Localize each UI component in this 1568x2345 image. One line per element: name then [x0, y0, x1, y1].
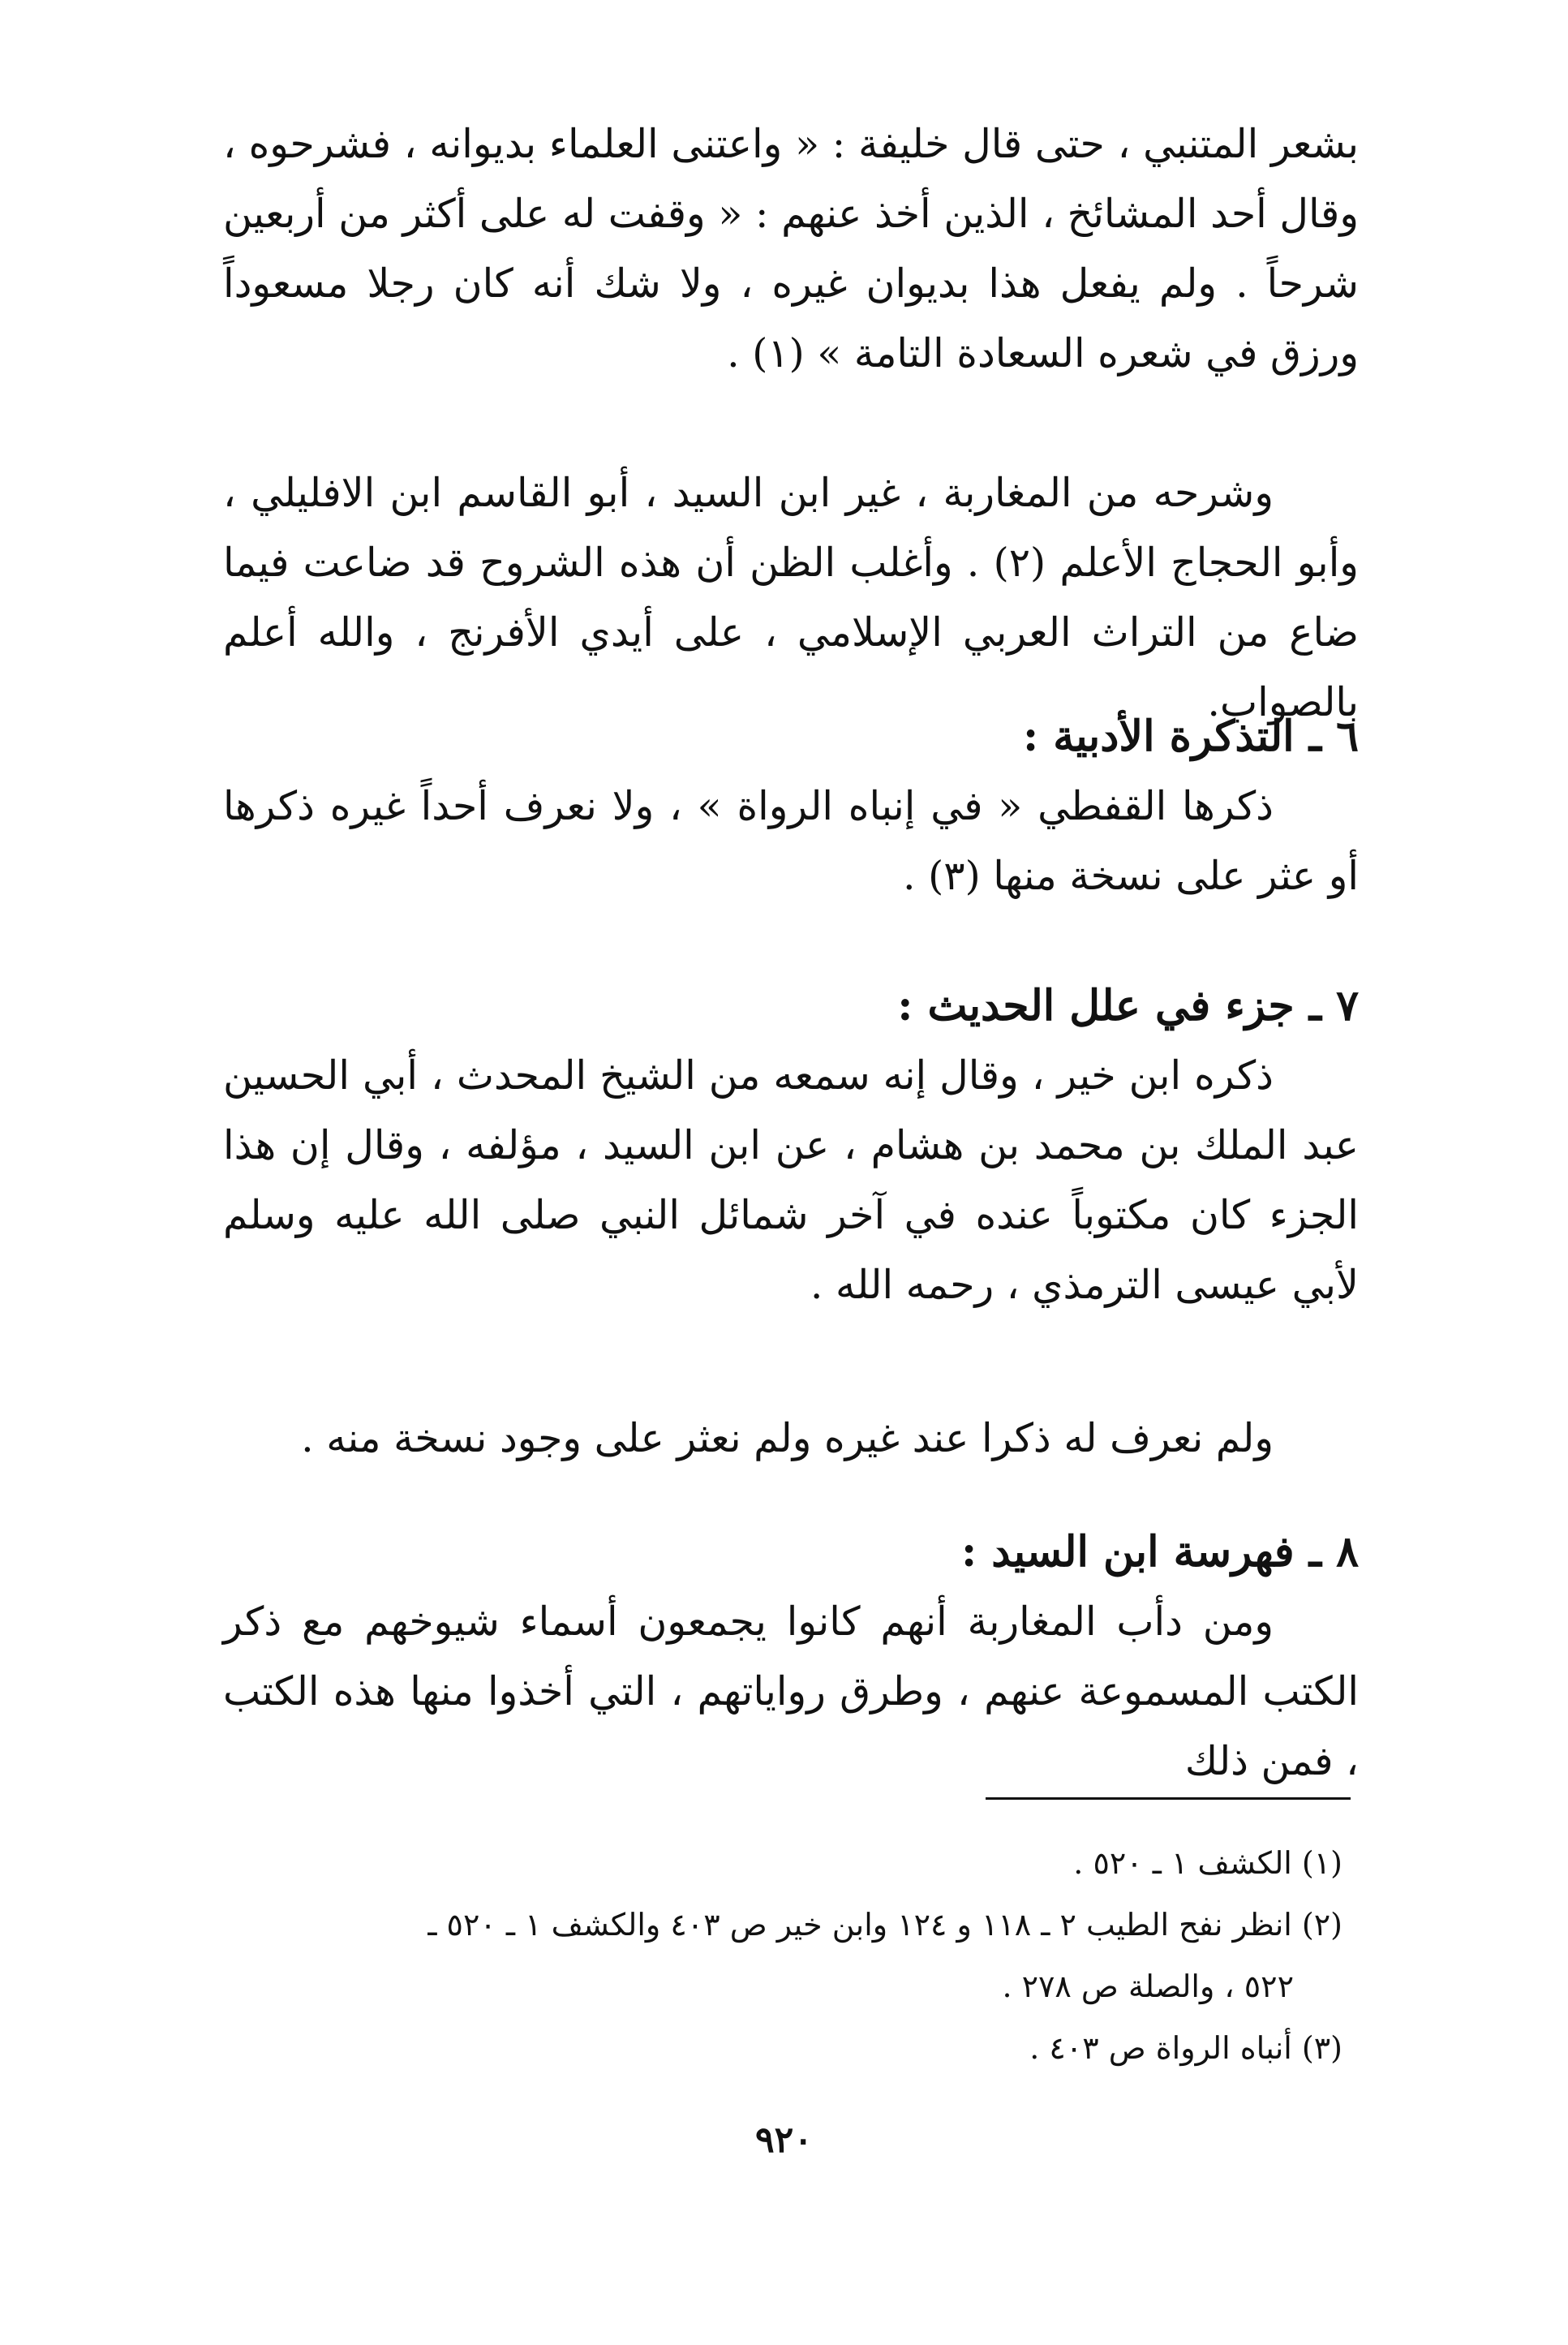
section-6-block: [223, 702, 1359, 911]
paragraph-fahrasa: ومن دأب المغاربة أنهم كانوا يجمعون أسماء شيوخهم مع ذكر الكتب المسموعة عنهم ، وطرق رواياتهم ، التي أخذوا منها هذه الكتب ، فمن ذلك: [223, 1598, 1359, 1784]
section-8-block: [223, 1517, 1359, 1796]
paragraph-mutanabbi-commentaries: بشعر المتنبي ، حتى قال خليفة : « واعتنى العلماء بديوانه ، فشرحوه ، وقال أحد المشائخ ، الذين أخذ عنهم : « وقفت له على أكثر من أربعين شرحاً . ولم يفعل هذا بديوان غيره ، ولا شك أنه كان رجلا مسعوداً ورزق في شعره السعادة التامة » (١) .: [223, 121, 1359, 376]
paragraph-5-block: [223, 1404, 1359, 1474]
footnotes: [215, 1832, 1342, 2079]
section-heading-7: ٧ ـ جزء في علل الحديث :: [897, 981, 1359, 1031]
footnote-2: (٢) انظر نفح الطيب ٢ ـ ١١٨ و ١٢٤ وابن خير ص ٤٠٣ والكشف ١ ـ ٥٢٠ ـ: [427, 1907, 1342, 1943]
paragraph-ilal-hadith: ذكره ابن خير ، وقال إنه سمعه من الشيخ المحدث ، أبي الحسين عبد الملك بن محمد بن هشام ، عن ابن السيد ، مؤلفه ، وقال إن هذا الجزء كان مكتوباً عنده في آخر شمائل النبي صلى الله عليه وسلم لأبي عيسى الترمذي ، رحمه الله .: [223, 1052, 1359, 1308]
paragraph-2-block: [223, 458, 1359, 738]
paragraph-tadhkira: ذكرها القفطي « في إنباه الرواة » ، ولا نعرف أحداً غيره ذكرها أو عثر على نسخة منها (٣) .: [223, 783, 1359, 899]
footnote-2-continued: ٥٢٢ ، والصلة ص ٢٧٨ .: [1002, 1969, 1294, 2004]
footnote-3: (٣) أنباه الرواة ص ٤٠٣ .: [1029, 2030, 1342, 2066]
section-heading-6: ٦ ـ التذكرة الأدبية :: [1022, 712, 1359, 761]
paragraph-no-other-mention: ولم نعرف له ذكرا عند غيره ولم نعثر على وجود نسخة منه .: [301, 1415, 1274, 1461]
page-number: ٩٢٠: [755, 2119, 813, 2161]
section-heading-8: ٨ ـ فهرسة ابن السيد :: [960, 1527, 1359, 1577]
paragraph-1-block: [223, 110, 1359, 389]
footnote-divider: [986, 1797, 1351, 1800]
paragraph-maghribi-commentators: وشرحه من المغاربة ، غير ابن السيد ، أبو القاسم ابن الافليلي ، وأبو الحجاج الأعلم (٢) . وأغلب الظن أن هذه الشروح قد ضاعت فيما ضاع من التراث العربي الإسلامي ، على أيدي الأفرنج ، والله أعلم بالصواب.: [223, 470, 1359, 725]
footnote-1: (١) الكشف ١ ـ ٥٢٠ .: [1073, 1845, 1342, 1881]
section-7-block: [223, 971, 1359, 1320]
